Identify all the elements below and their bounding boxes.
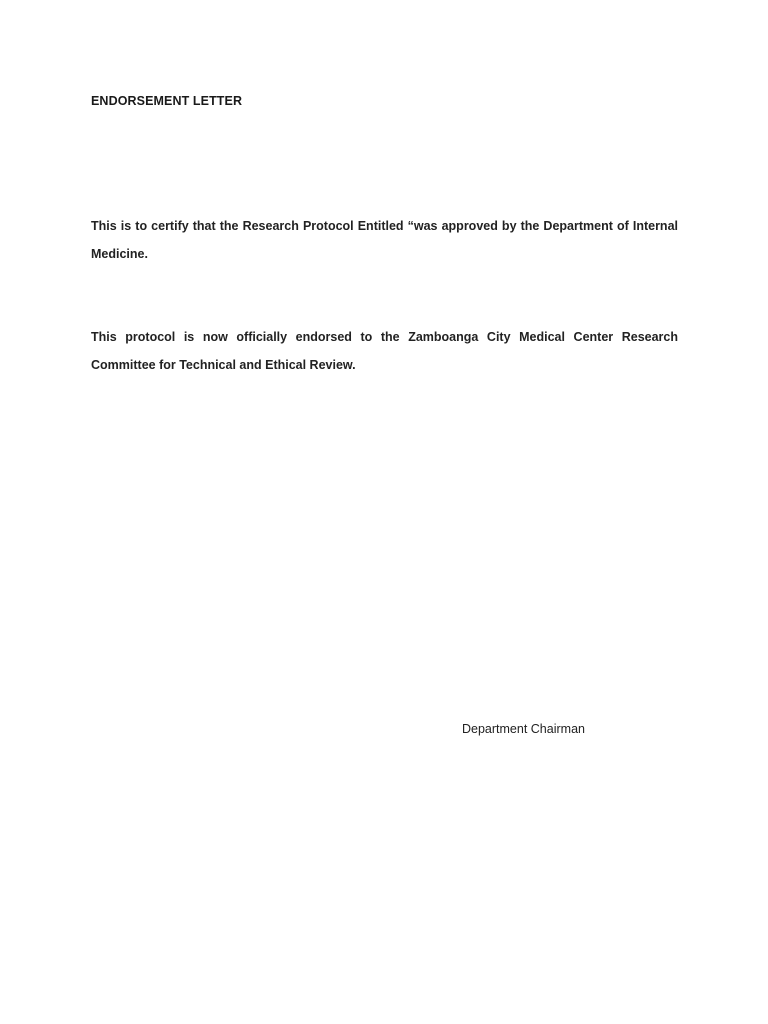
endorsement-paragraph: This protocol is now officially endorsed to the Zamboanga City Medical Center Research Committee for Technical and Ethical Review.	[91, 330, 678, 372]
letter-title: ENDORSEMENT LETTER	[91, 94, 243, 108]
certification-paragraph: This is to certify that the Research Protocol Entitled “was approved by the Department of Internal Medicine.	[91, 219, 678, 261]
signatory-title: Department Chairman	[462, 722, 585, 736]
